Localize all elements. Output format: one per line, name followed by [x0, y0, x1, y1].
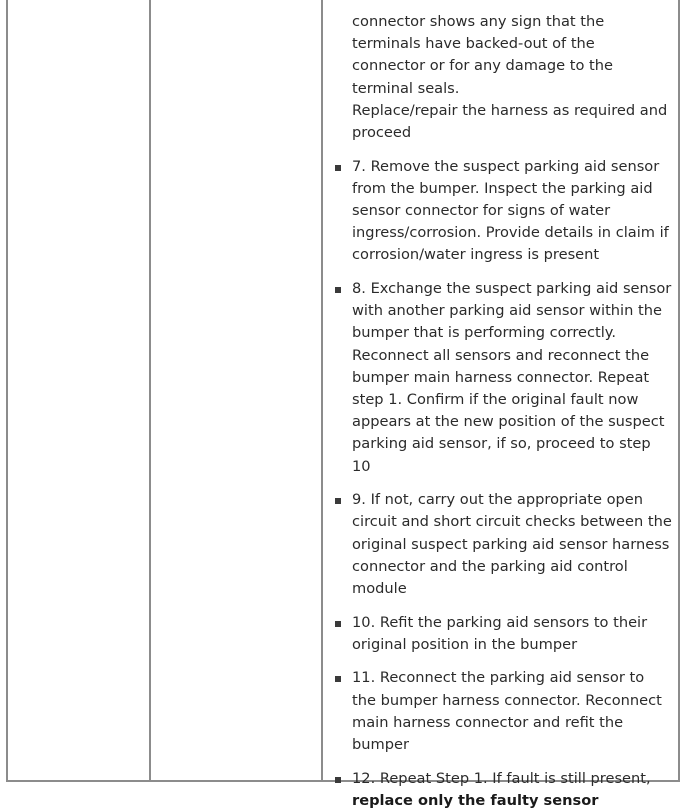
continued-step-text: [352, 11, 672, 144]
square-bullet-icon: [335, 777, 341, 783]
table-column-2: [151, 0, 323, 782]
step-list: [352, 156, 672, 812]
step-text: 8. Exchange the suspect parking aid sensor with another parking aid sensor within the bumper that is performing correctly. Reconnect all sensors and reconnect the bumper main harness connector. Repeat step 1. Confirm if the original fault now appears at the new position of the suspect parking aid sensor, if so, proceed to step 10: [352, 280, 672, 475]
list-item-step-8: [352, 278, 672, 478]
square-bullet-icon: [335, 621, 341, 627]
square-bullet-icon: [335, 498, 341, 504]
continued-text-line1: connector shows any sign that the terminals have backed-out of the connector or for any damage to the terminal seals.: [352, 13, 613, 97]
step-text: 10. Refit the parking aid sensors to their original position in the bumper: [352, 613, 648, 653]
list-item-step-11: [352, 667, 672, 756]
table-column-1: [6, 0, 151, 782]
step-text: 9. If not, carry out the appropriate open circuit and short circuit checks between the original suspect parking aid sensor harness connector and the parking aid control module: [352, 491, 672, 598]
list-item-step-7: [352, 156, 672, 267]
continued-text-line2: Replace/repair the harness as required and proceed: [352, 101, 668, 142]
step-text: 7. Remove the suspect parking aid sensor from the bumper. Inspect the parking aid sensor connector for signs of water ingress/corrosion. Provide details in claim if corrosion/water ingress is present: [352, 157, 669, 264]
step-text: 11. Reconnect the parking aid sensor to the bumper harness connector. Reconnect main harness connector and refit the bumper: [352, 669, 662, 754]
square-bullet-icon: [335, 287, 341, 293]
procedure-steps-cell: [352, 11, 672, 812]
list-item-step-9: [352, 489, 672, 600]
step-emphasis: replace only the faulty sensor: [352, 791, 599, 809]
step-text: 12. Repeat Step 1. If fault is still present,: [352, 769, 651, 787]
list-item-step-10: [352, 612, 672, 656]
square-bullet-icon: [335, 676, 341, 682]
list-item-step-12: [352, 768, 672, 812]
square-bullet-icon: [335, 165, 341, 171]
